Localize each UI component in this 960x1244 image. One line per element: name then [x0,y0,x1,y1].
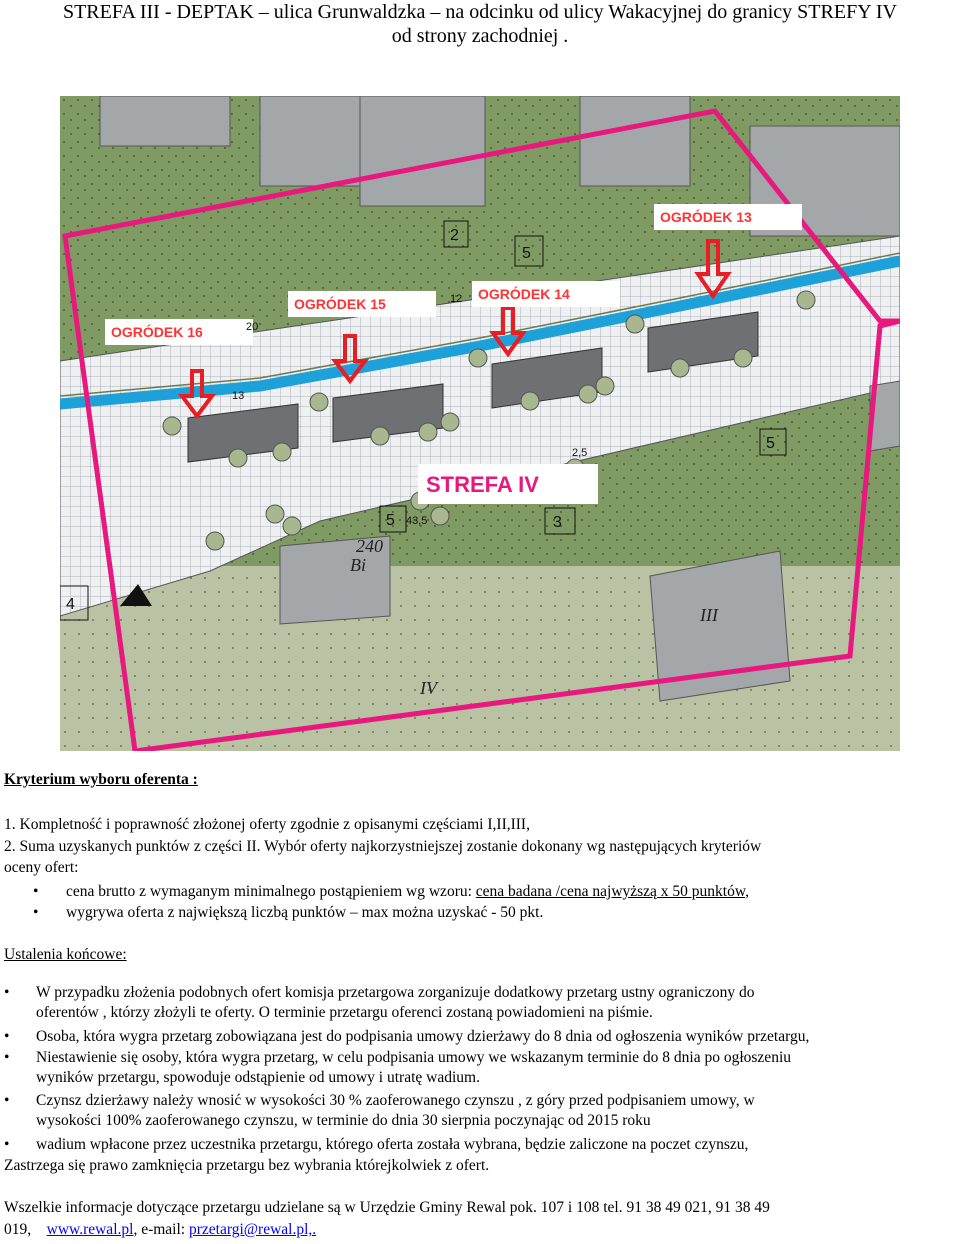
email-label: , e-mail: [133,1221,189,1238]
label-ogrodek-14: OGRÓDEK 14 [478,286,570,302]
bullet-dot: • [4,1092,10,1109]
title-line-1: STREFA III - DEPTAK – ulica Grunwaldzka – na odcinku od ulicy Wakacyjnej do granicy STREFY IV [62,1,898,23]
final-heading-text: Ustalenia końcowe: [4,946,127,963]
email-link[interactable]: przetargi@rewal.pl,. [188,1221,317,1238]
bullet-1-formula: cena badana /cena najwyższą x 50 punktów [475,883,746,900]
final-bullet-1-line-2: oferentów , którzy złożyli te oferty. O terminie przetargu oferenci zostaną powiadomieni na piśmie. [36,1004,653,1021]
label-20: 20 [246,321,259,333]
label-parcel: 240 [356,536,383,556]
label-ogrodek-15: OGRÓDEK 15 [294,296,386,312]
bullet-dot: • [33,904,39,921]
label-iii: III [700,605,718,625]
criteria-item-1: 1. Kompletność i poprawność złożonej oferty zgodnie z opisanymi częściami I,II,III, [4,816,530,833]
label-bi: Bi [350,555,366,575]
final-bullet-1-line-1: W przypadku złożenia podobnych ofert komisja przetargowa zorganizuje dodatkowy przetarg ustny ograniczony do [36,984,755,1001]
bullet-dot: • [33,883,39,900]
contact-line-1: Wszelkie informacje dotyczące przetargu udzielane są w Urzędzie Gminy Rewal pok. 107 i 108 tel. 91 38 49 021, 91 38 49 [4,1199,770,1216]
bullet-dot: • [4,1049,10,1066]
criteria-item-2-line-1: 2. Suma uzyskanych punktów z części II. Wybór oferty najkorzystniejszej zostanie dokonany wg następujących kryteriów [4,838,762,855]
label-num-2: 2 [450,227,459,244]
title-line-2: od strony zachodniej . [391,25,569,47]
label-iv: IV [420,678,437,698]
label-12: 12 [450,293,463,305]
label-13: 13 [232,390,245,402]
final-bullet-2-text: Osoba, która wygra przetarg zobowiązana jest do podpisania umowy dzierżawy do 8 dnia od ogłoszenia wyników przetargu, [36,1028,810,1045]
final-bullet-5-text: wadium wpłacone przez uczestnika przetargu, którego oferta została wybrana, będzie zaliczone na poczet czynszu, [36,1136,749,1153]
criteria-item-2-line-2: oceny ofert: [4,859,79,876]
criteria-heading-text: Kryterium wyboru oferenta : [4,771,198,788]
label-num-3: 3 [553,514,562,531]
bullet-1-prefix: cena brutto z wymaganym minimalnego postąpieniem wg wzoru: [66,883,476,900]
bullet-dot: • [4,1028,10,1045]
bullet-dot: • [4,984,10,1001]
final-bullet-4-line-2: wysokości 100% zaoferowanego czynszu, w terminie do dnia 30 sierpnia poczynając od 2015 roku [36,1112,651,1129]
label-2-5: 2,5 [572,447,588,459]
label-num-4: 4 [66,596,75,613]
page-title [0,0,960,48]
final-bullet-3-line-1: Niestawienie się osoby, która wygra przetarg, w celu podpisania umowy we wskazanym terminie do 8 dnia po ogłoszeniu [36,1049,791,1066]
final-bullet-3-line-2: wyników przetargu, spowoduje odstąpienie od umowy i utratę wadium. [36,1069,480,1086]
label-num-5a: 5 [522,245,531,262]
contact-prefix: 019, [4,1221,47,1238]
label-ogrodek-16: OGRÓDEK 16 [111,324,203,340]
criteria-heading [4,770,956,790]
contact-line-2 [4,1220,956,1240]
label-ogrodek-13: OGRÓDEK 13 [660,209,752,225]
website-link[interactable]: www.rewal.pl [46,1221,134,1238]
label-num-5c: 5 [766,435,775,452]
label-43-5: 43,5 [406,515,428,527]
reserve-note: Zastrzega się prawo zamknięcia przetargu bez wybrania którejkolwiek z ofert. [4,1157,490,1174]
bullet-1-suffix: , [745,883,749,900]
label-num-5b: 5 [386,512,395,529]
final-heading [4,945,956,965]
bullet-2-text: wygrywa oferta z największą liczbą punktów – max można uzyskać - 50 pkt. [66,904,544,921]
label-strefa-iv: STREFA IV [426,472,539,497]
bullet-dot: • [4,1136,10,1153]
site-map [60,96,900,751]
final-bullet-4-line-1: Czynsz dzierżawy należy wnosić w wysokości 30 % zaoferowanego czynszu , z góry przed podpisaniem umowy, w [36,1092,755,1109]
